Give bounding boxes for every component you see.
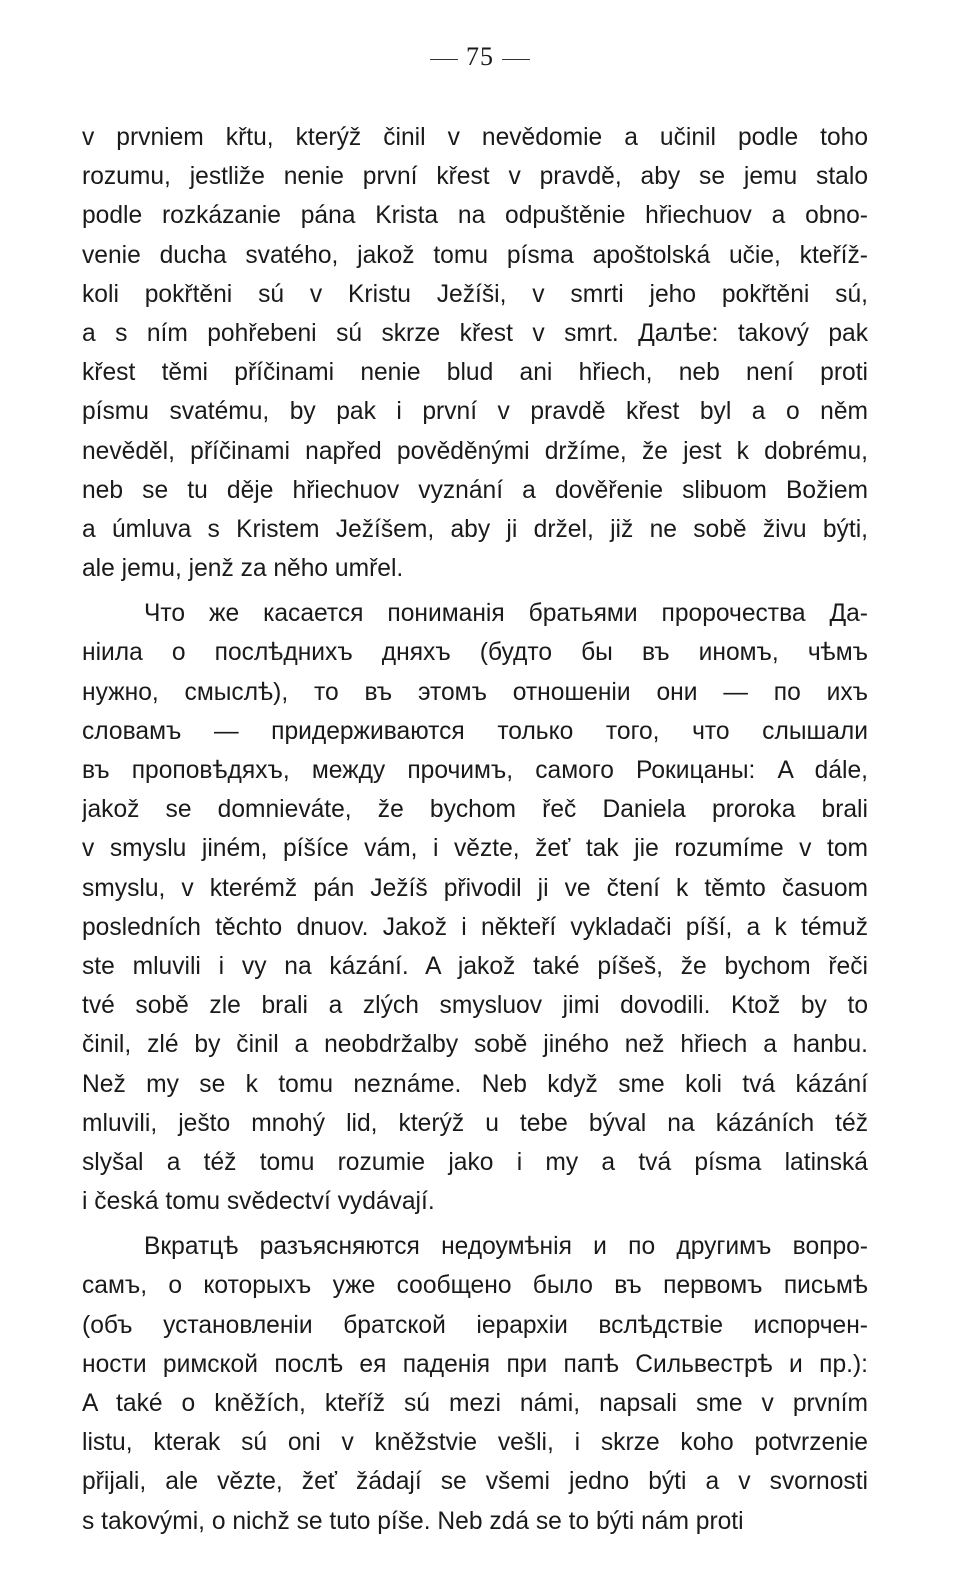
text-line: v prvniem křtu, kterýž činil v nevědomie a učinil podle toho	[82, 124, 868, 151]
text-line: нужно, смыслѣ), то въ этомъ отношеніи они — по ихъ	[82, 678, 868, 706]
text-line: i česká tomu svědectví vydávají.	[82, 1188, 435, 1216]
text-line: Вкратцѣ разъясняются недоумѣнія и по другимъ вопро-	[144, 1233, 868, 1261]
text-line: rozumu, jestliže nenie první křest v pravdě, aby se jemu stalo	[82, 163, 868, 191]
text-line: slyšal a též tomu rozumie jako i my a tvá písma latinská	[82, 1148, 868, 1176]
header-dash-left	[430, 59, 458, 60]
text-line: přijali, ale vězte, žeť žádají se všemi jedno býti a v svornosti	[82, 1468, 868, 1496]
page-number-header	[0, 42, 960, 72]
text-line: a s ním pohřebeni sú skrze křest v smrt. Далѣе: takový pak	[82, 319, 868, 347]
text-line: ніила о послѣднихъ дняхъ (будто бы въ иномъ, чѣмъ	[82, 639, 868, 667]
text-line: neb se tu děje hřiechuov vyznání a dověřenie slibuom Božiem	[82, 476, 868, 504]
text-line: словамъ — придерживаются только того, что слышали	[82, 717, 868, 745]
text-line: venie ducha svatého, jakož tomu písma apoštolská učie, kteříž-	[82, 241, 868, 269]
text-line: ste mluvili i vy na kázání. A jakož také píšeš, že bychom řeči	[82, 952, 868, 980]
text-line: podle rozkázanie pána Krista na odpuštěnie hřiechuov a obno-	[82, 202, 868, 230]
text-line: nevěděl, příčinami napřed pověděnými držíme, že jest k dobrému,	[82, 437, 868, 465]
text-line: ности римской послѣ ея паденія при папѣ Сильвестрѣ и пр.):	[82, 1350, 868, 1378]
paragraph	[82, 594, 868, 1221]
text-line: s takovými, o nichž se tuto píše. Neb zdá se to býti nám proti	[82, 1507, 744, 1535]
text-line: A také o kněžích, kteříž sú mezi námi, napsali sme v prvním	[82, 1390, 868, 1417]
text-line: ale jemu, jenž za něho umřel.	[82, 555, 404, 583]
text-line: Что же касается пониманія братьями пророчества Да-	[144, 600, 868, 628]
text-line: tvé sobě zle brali a zlých smysluov jimi dovodili. Ktož by to	[82, 992, 868, 1020]
text-line: jakož se domnieváte, že bychom řeč Daniela proroka brali	[82, 796, 868, 824]
text-line: křest těmi příčinami nenie blud ani hřiech, neb není proti	[82, 359, 868, 387]
text-line: v smyslu jiném, píšíce vám, i vězte, žeť tak jie rozumíme v tom	[82, 835, 868, 863]
text-line: posledních těchto dnuov. Jakož i někteří vykladači píší, a k témuž	[82, 913, 868, 941]
text-line: smyslu, v kterémž pán Ježíš přivodil ji ve čtení k těmto časuom	[82, 874, 868, 902]
text-line: (объ установленіи братской іерархіи вслѣдствіе испорчен-	[82, 1311, 868, 1339]
text-line: a úmluva s Kristem Ježíšem, aby ji držel, již ne sobě živu býti,	[82, 515, 868, 543]
header-dash-right	[502, 59, 530, 60]
text-line: mluvili, ješto mnohý lid, kterýž u tebe býval na kázáních též	[82, 1109, 868, 1137]
text-line: въ проповѣдяхъ, между прочимъ, самого Рокицаны: A dále,	[82, 757, 868, 784]
text-line: самъ, о которыхъ уже сообщено было въ первомъ письмѣ	[82, 1272, 868, 1300]
paragraph	[82, 1227, 868, 1541]
text-line: písmu svatému, by pak i první v pravdě křest byl a o něm	[82, 398, 868, 426]
text-line: listu, kterak sú oni v kněžstvie vešli, i skrze koho potvrzenie	[82, 1429, 868, 1457]
paragraph	[82, 118, 868, 588]
text-line: koli pokřtěni sú v Kristu Ježíši, v smrti jeho pokřtěni sú,	[82, 280, 868, 308]
body-text	[82, 118, 868, 1541]
page-number: 75	[466, 42, 494, 71]
text-line: činil, zlé by činil a neobdržalby sobě jiného než hřiech a hanbu.	[82, 1031, 868, 1059]
text-line: Než my se k tomu neznáme. Neb když sme koli tvá kázání	[82, 1070, 868, 1098]
